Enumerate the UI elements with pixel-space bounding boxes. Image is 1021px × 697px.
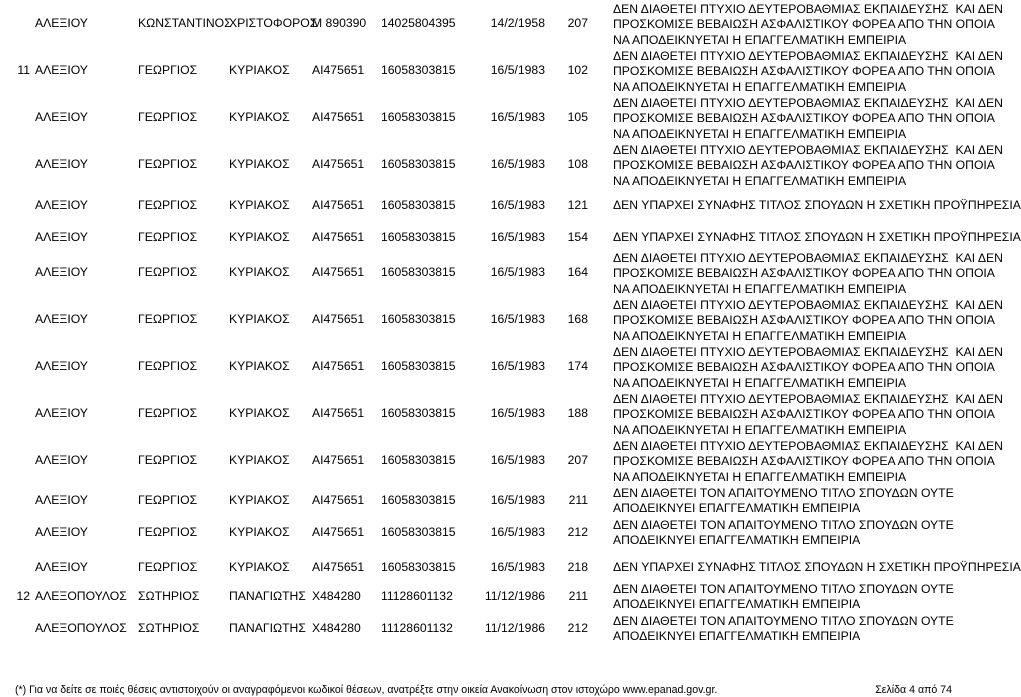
position-code: 207 [567, 16, 588, 30]
surname: ΑΛΕΞΙΟΥ [35, 157, 88, 171]
amka: 16058303815 [381, 157, 456, 171]
rejection-reason-line: ΝΑ ΑΠΟΔΕΙΚΝΥΕΤΑΙ Η ΕΠΑΓΓΕΛΜΑΤΙΚΗ ΕΜΠΕΙΡΙΑ [613, 328, 907, 343]
rejection-reason-line: ΔΕΝ ΔΙΑΘΕΤΕΙ ΤΟΝ ΑΠΑΙΤΟΥΜΕΝΟ ΤΙΤΛΟ ΣΠΟΥΔΩΝ ΟΥΤΕ [613, 582, 954, 596]
father-name: ΚΥΡΙΑΚΟΣ [229, 198, 290, 212]
rejection-reason-line: ΑΠΟΔΕΙΚΝΥΕΙ ΕΠΑΓΓΕΛΜΑΤΙΚΗ ΕΜΠΕΙΡΙΑ [613, 629, 861, 644]
rejection-reason [613, 614, 954, 645]
rejection-reason-line: ΔΕΝ ΔΙΑΘΕΤΕΙ ΤΟΝ ΑΠΑΙΤΟΥΜΕΝΟ ΤΙΤΛΟ ΣΠΟΥΔΩΝ ΟΥΤΕ [613, 614, 954, 628]
first-name: ΓΕΩΡΓΙΟΣ [138, 110, 198, 124]
birth-date: 16/5/1983 [490, 230, 545, 244]
birth-date: 16/5/1983 [490, 359, 545, 373]
rejection-reason-line: ΔΕΝ ΔΙΑΘΕΤΕΙ ΠΤΥΧΙΟ ΔΕΥΤΕΡΟΒΑΘΜΙΑΣ ΕΚΠΑΙΔΕΥΣΗΣ ΚΑΙ ΔΕΝ [613, 392, 1003, 406]
father-name: ΚΥΡΙΑΚΟΣ [229, 265, 290, 279]
id-number: ΑΙ475651 [312, 406, 365, 420]
rejection-reason-line: ΔΕΝ ΥΠΑΡΧΕΙ ΣΥΝΑΦΗΣ ΤΙΤΛΟΣ ΣΠΟΥΔΩΝ Η ΣΧΕΤΙΚΗ ΠΡΟΫΠΗΡΕΣΙΑ [613, 230, 1021, 244]
position-code: 102 [567, 63, 588, 77]
rejection-reason [613, 2, 1003, 48]
table-row [0, 345, 1003, 391]
amka: 16058303815 [381, 359, 456, 373]
id-number: ΑΙ475651 [312, 230, 365, 244]
birth-date: 16/5/1983 [490, 110, 545, 124]
rejection-reason-line: ΝΑ ΑΠΟΔΕΙΚΝΥΕΤΑΙ Η ΕΠΑΓΓΕΛΜΑΤΙΚΗ ΕΜΠΕΙΡΙΑ [613, 281, 907, 296]
first-name: ΣΩΤΗΡΙΟΣ [138, 621, 200, 635]
amka: 16058303815 [381, 198, 456, 212]
father-name: ΚΥΡΙΑΚΟΣ [229, 406, 290, 420]
surname: ΑΛΕΞΙΟΥ [35, 453, 88, 467]
rejection-reason [613, 345, 1003, 391]
father-name: ΧΡΙΣΤΟΦΟΡΟΣ [229, 16, 318, 30]
rejection-reason [613, 439, 1003, 485]
id-number: ΑΙ475651 [312, 198, 365, 212]
table-row [0, 614, 960, 645]
birth-date: 16/5/1983 [490, 157, 545, 171]
birth-date: 16/5/1983 [490, 493, 545, 507]
footer-note: (*) Για να δείτε σε ποιές θέσεις αντιστοιχούν οι αναγραφόμενοι κωδικοί θέσεων, ανατρέξτε στην οικεία Ανακοίνωση στον ιστοχώρο www.epanad.gov.gr. [15, 684, 718, 696]
rejection-reason-line: ΝΑ ΑΠΟΔΕΙΚΝΥΕΤΑΙ Η ΕΠΑΓΓΕΛΜΑΤΙΚΗ ΕΜΠΕΙΡΙΑ [613, 422, 907, 437]
birth-date: 14/2/1958 [490, 16, 545, 30]
id-number: ΑΙ475651 [312, 110, 365, 124]
surname: ΑΛΕΞΙΟΥ [35, 406, 88, 420]
rejection-reason [613, 582, 954, 613]
rejection-reason-line: ΔΕΝ ΥΠΑΡΧΕΙ ΣΥΝΑΦΗΣ ΤΙΤΛΟΣ ΣΠΟΥΔΩΝ Η ΣΧΕΤΙΚΗ ΠΡΟΫΠΗΡΕΣΙΑ [613, 560, 1021, 574]
position-code: 212 [567, 621, 588, 635]
first-name: ΚΩΝΣΤΑΝΤΙΝΟΣ [138, 16, 232, 30]
surname: ΑΛΕΞΙΟΥ [35, 359, 88, 373]
surname: ΑΛΕΞΙΟΥ [35, 16, 88, 30]
first-name: ΓΕΩΡΓΙΟΣ [138, 359, 198, 373]
rejection-reason-line: ΑΠΟΔΕΙΚΝΥΕΙ ΕΠΑΓΓΕΛΜΑΤΙΚΗ ΕΜΠΕΙΡΙΑ [613, 533, 861, 548]
table-row [0, 518, 960, 549]
rejection-reason-line: ΔΕΝ ΔΙΑΘΕΤΕΙ ΠΤΥΧΙΟ ΔΕΥΤΕΡΟΒΑΘΜΙΑΣ ΕΚΠΑΙΔΕΥΣΗΣ ΚΑΙ ΔΕΝ [613, 251, 1003, 265]
rejection-reason-line: ΔΕΝ ΔΙΑΘΕΤΕΙ ΠΤΥΧΙΟ ΔΕΥΤΕΡΟΒΑΘΜΙΑΣ ΕΚΠΑΙΔΕΥΣΗΣ ΚΑΙ ΔΕΝ [613, 439, 1003, 453]
rejection-reason [613, 518, 954, 549]
id-number: Μ 890390 [312, 16, 367, 30]
id-number: ΑΙ475651 [312, 560, 365, 574]
table-row [0, 392, 1003, 438]
position-code: 211 [568, 589, 588, 603]
id-number: Χ484280 [312, 589, 361, 603]
father-name: ΠΑΝΑΓΙΩΤΗΣ [229, 621, 306, 635]
row-index: 12 [16, 589, 30, 603]
amka: 16058303815 [381, 110, 456, 124]
first-name: ΓΕΩΡΓΙΟΣ [138, 63, 198, 77]
amka: 16058303815 [381, 453, 456, 467]
rejection-reason-line: ΝΑ ΑΠΟΔΕΙΚΝΥΕΤΑΙ Η ΕΠΑΓΓΕΛΜΑΤΙΚΗ ΕΜΠΕΙΡΙΑ [613, 173, 907, 188]
position-code: 211 [568, 493, 588, 507]
row-index: 11 [17, 63, 30, 77]
first-name: ΓΕΩΡΓΙΟΣ [138, 198, 198, 212]
surname: ΑΛΕΞΙΟΥ [35, 63, 88, 77]
table-row [0, 439, 1003, 485]
rejection-reason-line: ΔΕΝ ΔΙΑΘΕΤΕΙ ΤΟΝ ΑΠΑΙΤΟΥΜΕΝΟ ΤΙΤΛΟ ΣΠΟΥΔΩΝ ΟΥΤΕ [613, 518, 954, 532]
position-code: 121 [567, 198, 588, 212]
rejection-reason [613, 251, 1003, 297]
id-number: ΑΙ475651 [312, 525, 365, 539]
first-name: ΓΕΩΡΓΙΟΣ [138, 493, 198, 507]
rejection-reason-line: ΔΕΝ ΔΙΑΘΕΤΕΙ ΠΤΥΧΙΟ ΔΕΥΤΕΡΟΒΑΘΜΙΑΣ ΕΚΠΑΙΔΕΥΣΗΣ ΚΑΙ ΔΕΝ [613, 143, 1003, 157]
rejection-reason-line: ΑΠΟΔΕΙΚΝΥΕΙ ΕΠΑΓΓΕΛΜΑΤΙΚΗ ΕΜΠΕΙΡΙΑ [613, 501, 861, 516]
birth-date: 11/12/1986 [484, 589, 545, 603]
rejection-reason [613, 143, 1003, 189]
amka: 14025804395 [381, 16, 456, 30]
amka: 16058303815 [381, 493, 456, 507]
surname: ΑΛΕΞΙΟΥ [35, 525, 88, 539]
father-name: ΚΥΡΙΑΚΟΣ [229, 525, 290, 539]
page-number: Σελίδα 4 από 74 [875, 684, 952, 696]
birth-date: 16/5/1983 [490, 525, 545, 539]
birth-date: 11/12/1986 [484, 621, 545, 635]
father-name: ΚΥΡΙΑΚΟΣ [229, 359, 290, 373]
rejection-reason-line: ΔΕΝ ΔΙΑΘΕΤΕΙ ΤΟΝ ΑΠΑΙΤΟΥΜΕΝΟ ΤΙΤΛΟ ΣΠΟΥΔΩΝ ΟΥΤΕ [613, 486, 954, 500]
id-number: ΑΙ475651 [312, 265, 365, 279]
amka: 16058303815 [381, 406, 456, 420]
position-code: 188 [567, 406, 588, 420]
first-name: ΓΕΩΡΓΙΟΣ [138, 406, 198, 420]
id-number: ΑΙ475651 [312, 359, 365, 373]
position-code: 207 [567, 453, 588, 467]
table-row [0, 198, 1021, 213]
table-row [0, 251, 1003, 297]
table-row [0, 143, 1003, 189]
id-number: ΑΙ475651 [312, 312, 365, 326]
rejection-reason [613, 298, 1003, 344]
rejection-reason-line: ΔΕΝ ΔΙΑΘΕΤΕΙ ΠΤΥΧΙΟ ΔΕΥΤΕΡΟΒΑΘΜΙΑΣ ΕΚΠΑΙΔΕΥΣΗΣ ΚΑΙ ΔΕΝ [613, 49, 1003, 63]
surname: ΑΛΕΞΙΟΥ [35, 110, 88, 124]
position-code: 174 [567, 359, 588, 373]
table-row [0, 298, 1003, 344]
table-row [0, 486, 960, 517]
father-name: ΠΑΝΑΓΙΩΤΗΣ [229, 589, 306, 603]
surname: ΑΛΕΞΙΟΥ [35, 560, 88, 574]
rejection-reason-line: ΠΡΟΣΚΟΜΙΣΕ ΒΕΒΑΙΩΣΗ ΑΣΦΑΛΙΣΤΙΚΟΥ ΦΟΡΕΑ ΑΠΟ ΤΗΝ ΟΠΟΙΑ [613, 158, 995, 173]
first-name: ΓΕΩΡΓΙΟΣ [138, 230, 198, 244]
amka: 16058303815 [381, 525, 456, 539]
rejection-reason-line: ΠΡΟΣΚΟΜΙΣΕ ΒΕΒΑΙΩΣΗ ΑΣΦΑΛΙΣΤΙΚΟΥ ΦΟΡΕΑ ΑΠΟ ΤΗΝ ΟΠΟΙΑ [613, 64, 995, 79]
rejection-reason-line: ΑΠΟΔΕΙΚΝΥΕΙ ΕΠΑΓΓΕΛΜΑΤΙΚΗ ΕΜΠΕΙΡΙΑ [613, 597, 861, 612]
amka: 16058303815 [381, 63, 456, 77]
position-code: 168 [567, 312, 588, 326]
amka: 16058303815 [381, 265, 456, 279]
rejection-reason-line: ΔΕΝ ΔΙΑΘΕΤΕΙ ΠΤΥΧΙΟ ΔΕΥΤΕΡΟΒΑΘΜΙΑΣ ΕΚΠΑΙΔΕΥΣΗΣ ΚΑΙ ΔΕΝ [613, 96, 1003, 110]
rejection-reason-line: ΔΕΝ ΔΙΑΘΕΤΕΙ ΠΤΥΧΙΟ ΔΕΥΤΕΡΟΒΑΘΜΙΑΣ ΕΚΠΑΙΔΕΥΣΗΣ ΚΑΙ ΔΕΝ [613, 298, 1003, 312]
surname: ΑΛΕΞΙΟΥ [35, 198, 88, 212]
father-name: ΚΥΡΙΑΚΟΣ [229, 493, 290, 507]
position-code: 164 [567, 265, 588, 279]
birth-date: 16/5/1983 [490, 63, 545, 77]
rejection-reason [613, 230, 1021, 245]
surname: ΑΛΕΞΙΟΥ [35, 265, 88, 279]
first-name: ΓΕΩΡΓΙΟΣ [138, 265, 198, 279]
position-code: 212 [567, 525, 588, 539]
table-row [0, 2, 1003, 48]
father-name: ΚΥΡΙΑΚΟΣ [229, 157, 290, 171]
rejection-reason-line: ΝΑ ΑΠΟΔΕΙΚΝΥΕΤΑΙ Η ΕΠΑΓΓΕΛΜΑΤΙΚΗ ΕΜΠΕΙΡΙΑ [613, 469, 907, 484]
rejection-reason-line: ΝΑ ΑΠΟΔΕΙΚΝΥΕΤΑΙ Η ΕΠΑΓΓΕΛΜΑΤΙΚΗ ΕΜΠΕΙΡΙΑ [613, 79, 907, 94]
id-number: ΑΙ475651 [312, 63, 365, 77]
rejection-reason-line: ΝΑ ΑΠΟΔΕΙΚΝΥΕΤΑΙ Η ΕΠΑΓΓΕΛΜΑΤΙΚΗ ΕΜΠΕΙΡΙΑ [613, 126, 907, 141]
amka: 11128601132 [381, 621, 453, 635]
first-name: ΓΕΩΡΓΙΟΣ [138, 312, 198, 326]
father-name: ΚΥΡΙΑΚΟΣ [229, 312, 290, 326]
birth-date: 16/5/1983 [490, 198, 545, 212]
rejection-reason-line: ΠΡΟΣΚΟΜΙΣΕ ΒΕΒΑΙΩΣΗ ΑΣΦΑΛΙΣΤΙΚΟΥ ΦΟΡΕΑ ΑΠΟ ΤΗΝ ΟΠΟΙΑ [613, 407, 995, 422]
amka: 16058303815 [381, 312, 456, 326]
surname: ΑΛΕΞΙΟΥ [35, 230, 88, 244]
father-name: ΚΥΡΙΑΚΟΣ [229, 63, 290, 77]
first-name: ΣΩΤΗΡΙΟΣ [138, 589, 200, 603]
rejection-reason-line: ΠΡΟΣΚΟΜΙΣΕ ΒΕΒΑΙΩΣΗ ΑΣΦΑΛΙΣΤΙΚΟΥ ΦΟΡΕΑ ΑΠΟ ΤΗΝ ΟΠΟΙΑ [613, 454, 995, 469]
surname: ΑΛΕΞΙΟΥ [35, 493, 88, 507]
rejection-reason-line: ΠΡΟΣΚΟΜΙΣΕ ΒΕΒΑΙΩΣΗ ΑΣΦΑΛΙΣΤΙΚΟΥ ΦΟΡΕΑ ΑΠΟ ΤΗΝ ΟΠΟΙΑ [613, 313, 995, 328]
rejection-reason-line: ΠΡΟΣΚΟΜΙΣΕ ΒΕΒΑΙΩΣΗ ΑΣΦΑΛΙΣΤΙΚΟΥ ΦΟΡΕΑ ΑΠΟ ΤΗΝ ΟΠΟΙΑ [613, 266, 995, 281]
position-code: 105 [567, 110, 588, 124]
table-row [0, 96, 1003, 142]
table-row [0, 582, 960, 613]
rejection-reason-line: ΝΑ ΑΠΟΔΕΙΚΝΥΕΤΑΙ Η ΕΠΑΓΓΕΛΜΑΤΙΚΗ ΕΜΠΕΙΡΙΑ [613, 375, 907, 390]
rejection-reason [613, 392, 1003, 438]
rejection-reason [613, 49, 1003, 95]
rejection-reason-line: ΠΡΟΣΚΟΜΙΣΕ ΒΕΒΑΙΩΣΗ ΑΣΦΑΛΙΣΤΙΚΟΥ ΦΟΡΕΑ ΑΠΟ ΤΗΝ ΟΠΟΙΑ [613, 360, 995, 375]
father-name: ΚΥΡΙΑΚΟΣ [229, 230, 290, 244]
first-name: ΓΕΩΡΓΙΟΣ [138, 157, 198, 171]
position-code: 108 [567, 157, 588, 171]
rejection-reason [613, 560, 1021, 575]
surname: ΑΛΕΞΟΠΟΥΛΟΣ [35, 621, 127, 635]
father-name: ΚΥΡΙΑΚΟΣ [229, 560, 290, 574]
surname: ΑΛΕΞΙΟΥ [35, 312, 88, 326]
table-row [0, 230, 1021, 245]
birth-date: 16/5/1983 [490, 265, 545, 279]
id-number: ΑΙ475651 [312, 453, 365, 467]
amka: 16058303815 [381, 560, 456, 574]
rejection-reason [613, 96, 1003, 142]
amka: 16058303815 [381, 230, 456, 244]
id-number: ΑΙ475651 [312, 493, 365, 507]
table-row [0, 49, 1003, 95]
father-name: ΚΥΡΙΑΚΟΣ [229, 453, 290, 467]
birth-date: 16/5/1983 [490, 406, 545, 420]
rejection-reason-line: ΠΡΟΣΚΟΜΙΣΕ ΒΕΒΑΙΩΣΗ ΑΣΦΑΛΙΣΤΙΚΟΥ ΦΟΡΕΑ ΑΠΟ ΤΗΝ ΟΠΟΙΑ [613, 17, 995, 32]
id-number: ΑΙ475651 [312, 157, 365, 171]
table-row [0, 560, 1021, 575]
rejection-reason-line: ΝΑ ΑΠΟΔΕΙΚΝΥΕΤΑΙ Η ΕΠΑΓΓΕΛΜΑΤΙΚΗ ΕΜΠΕΙΡΙΑ [613, 32, 907, 47]
first-name: ΓΕΩΡΓΙΟΣ [138, 560, 198, 574]
rejection-reason-line: ΔΕΝ ΔΙΑΘΕΤΕΙ ΠΤΥΧΙΟ ΔΕΥΤΕΡΟΒΑΘΜΙΑΣ ΕΚΠΑΙΔΕΥΣΗΣ ΚΑΙ ΔΕΝ [613, 2, 1003, 16]
position-code: 154 [567, 230, 588, 244]
rejection-reason-line: ΔΕΝ ΔΙΑΘΕΤΕΙ ΠΤΥΧΙΟ ΔΕΥΤΕΡΟΒΑΘΜΙΑΣ ΕΚΠΑΙΔΕΥΣΗΣ ΚΑΙ ΔΕΝ [613, 345, 1003, 359]
surname: ΑΛΕΞΟΠΟΥΛΟΣ [35, 589, 127, 603]
first-name: ΓΕΩΡΓΙΟΣ [138, 453, 198, 467]
father-name: ΚΥΡΙΑΚΟΣ [229, 110, 290, 124]
first-name: ΓΕΩΡΓΙΟΣ [138, 525, 198, 539]
rejection-reason-line: ΔΕΝ ΥΠΑΡΧΕΙ ΣΥΝΑΦΗΣ ΤΙΤΛΟΣ ΣΠΟΥΔΩΝ Η ΣΧΕΤΙΚΗ ΠΡΟΫΠΗΡΕΣΙΑ [613, 198, 1021, 212]
rejection-reason [613, 198, 1021, 213]
birth-date: 16/5/1983 [490, 560, 545, 574]
rejection-reason [613, 486, 954, 517]
id-number: Χ484280 [312, 621, 361, 635]
amka: 11128601132 [381, 589, 453, 603]
birth-date: 16/5/1983 [490, 312, 545, 326]
position-code: 218 [567, 560, 588, 574]
birth-date: 16/5/1983 [490, 453, 545, 467]
rejection-reason-line: ΠΡΟΣΚΟΜΙΣΕ ΒΕΒΑΙΩΣΗ ΑΣΦΑΛΙΣΤΙΚΟΥ ΦΟΡΕΑ ΑΠΟ ΤΗΝ ΟΠΟΙΑ [613, 111, 995, 126]
